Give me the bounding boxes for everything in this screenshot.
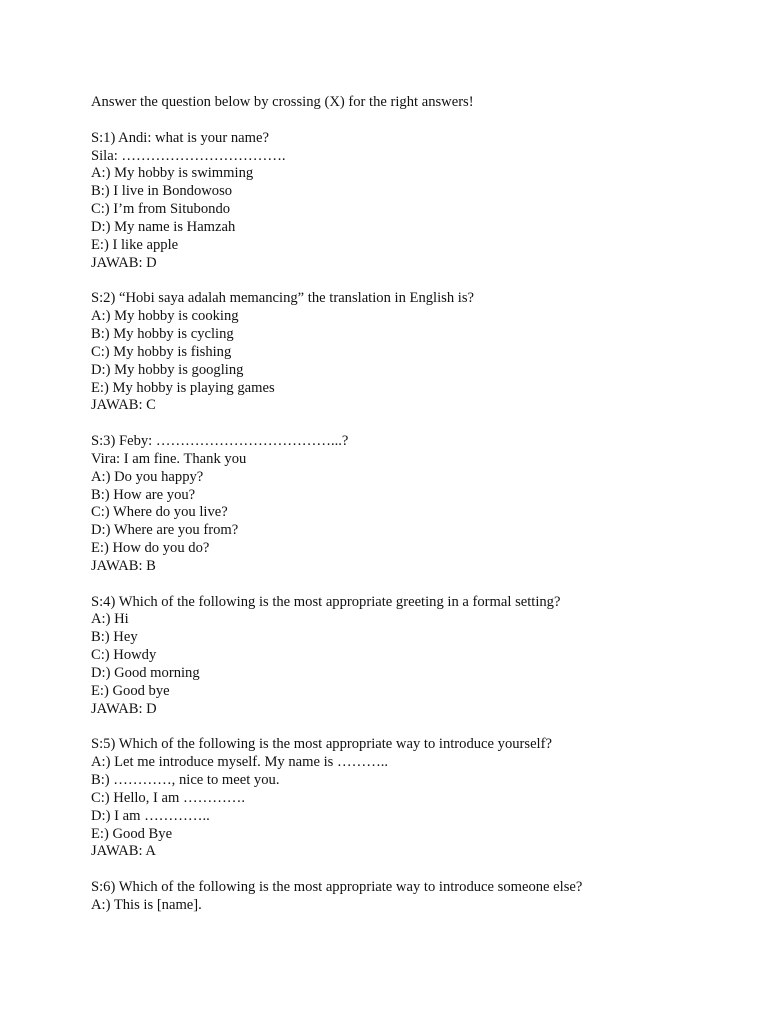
answer-option: D:) My hobby is googling — [91, 361, 244, 378]
answer-option: A:) Do you happy? — [91, 468, 204, 485]
instruction-text: Answer the question below by crossing (X) for the right answers! — [91, 94, 474, 110]
answer-option: A:) My hobby is swimming — [91, 165, 254, 182]
question-dialog-line: Vira: I am fine. Thank you — [91, 450, 247, 467]
question-text: S:2) “Hobi saya adalah memancing” the translation in English is? — [91, 290, 474, 307]
answer-key: JAWAB: B — [91, 557, 156, 574]
answer-option: E:) Good bye — [91, 682, 170, 699]
question-block — [91, 433, 731, 576]
answer-option: C:) Hello, I am …………. — [91, 789, 246, 806]
answer-option: A:) Let me introduce myself. My name is ……….. — [91, 754, 389, 771]
question-block — [91, 290, 731, 415]
answer-option: C:) Where do you live? — [91, 504, 228, 521]
answer-option: E:) How do you do? — [91, 540, 210, 557]
document-page — [91, 94, 731, 915]
answer-option: A:) This is [name]. — [91, 896, 202, 913]
answer-option: C:) Howdy — [91, 647, 157, 664]
answer-option: B:) I live in Bondowoso — [91, 183, 233, 200]
answer-key: JAWAB: C — [91, 397, 156, 414]
answer-option: E:) Good Bye — [91, 825, 173, 842]
answer-option: D:) I am ………….. — [91, 807, 210, 824]
answer-key: JAWAB: A — [91, 843, 156, 860]
answer-option: B:) …………, nice to meet you. — [91, 772, 280, 789]
answer-key: JAWAB: D — [91, 700, 157, 717]
spacer — [91, 112, 731, 130]
answer-option: D:) Good morning — [91, 665, 200, 681]
answer-option: B:) Hey — [91, 629, 138, 646]
question-text: S:1) Andi: what is your name? — [91, 129, 269, 146]
question-text: S:3) Feby: ………………………………...? — [91, 433, 349, 450]
question-text: S:6) Which of the following is the most appropriate way to introduce someone else? — [91, 879, 583, 896]
question-text: S:5) Which of the following is the most appropriate way to introduce yourself? — [91, 736, 552, 753]
question-text: S:4) Which of the following is the most appropriate greeting in a formal setting? — [91, 593, 561, 610]
spacer — [91, 576, 731, 594]
question-block — [91, 594, 731, 719]
spacer — [91, 272, 731, 290]
question-block — [91, 130, 731, 273]
spacer — [91, 415, 731, 433]
answer-option: A:) Hi — [91, 611, 129, 628]
question-block — [91, 736, 731, 861]
answer-option: C:) I’m from Situbondo — [91, 201, 231, 218]
question-dialog-line: Sila: ……………………………. — [91, 147, 286, 164]
answer-option: B:) How are you? — [91, 486, 196, 503]
spacer — [91, 861, 731, 879]
answer-option: D:) Where are you from? — [91, 522, 239, 539]
spacer — [91, 719, 731, 737]
answer-key: JAWAB: D — [91, 254, 157, 271]
answer-option: C:) My hobby is fishing — [91, 343, 232, 360]
answer-option: E:) I like apple — [91, 236, 179, 253]
answer-option: B:) My hobby is cycling — [91, 325, 234, 342]
answer-option: D:) My name is Hamzah — [91, 218, 236, 235]
question-block — [91, 879, 731, 915]
answer-option: E:) My hobby is playing games — [91, 379, 275, 396]
answer-option: A:) My hobby is cooking — [91, 308, 239, 325]
